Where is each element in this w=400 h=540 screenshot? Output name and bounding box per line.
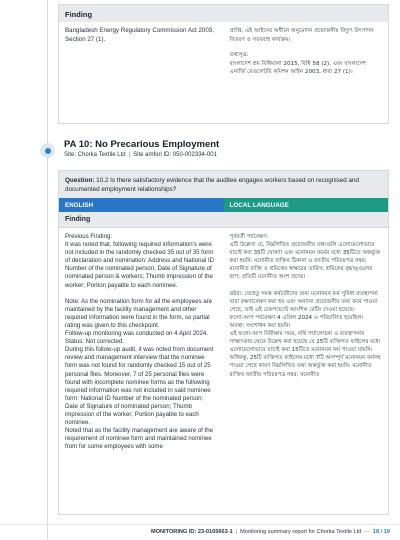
question-text: 10.2 Is there satisfactory evidence that the auditee engages workers based on recognised and documented employment relationships? (65, 177, 360, 193)
site-name: Site: Chorka Textile Ltd (64, 152, 126, 158)
pa10-question-card (58, 170, 389, 515)
finding-english-paragraph: Bangladesh Energy Regulatory Commission Act 2003, Section 27 (1). (65, 27, 214, 43)
page-footer (151, 529, 390, 535)
finding-row (59, 22, 388, 89)
pa-title: PA 10: No Precarious Employment (64, 139, 220, 150)
footer-divider (0, 524, 400, 525)
local-language-column-header: LOCAL LANGUAGE (224, 198, 389, 212)
timeline-dot-icon (40, 143, 55, 158)
footer-page-number: 18 / 19 (372, 529, 390, 535)
local-finding-paragraph: পূর্ববর্তী পর্যবেক্ষণ: এটি উল্লেখ্য যে, নিম্নলিখিত প্রয়োজনীয় তথ্যগুলি এলোমেলোভাবে যাচাই করা 35টি ঘোষণা এবং মনোনয়ন ফর্মের মধ্যে 35টিতে অন্তর্ভুক্ত করা হয়নি: মনোনীত ব্যক্তির ঠিকানা ও জাতীয় পরিচয়পত্র নম্বর; মনোনীত ব্যক্তি ও শ্রমিকের স্বাক্ষরের তারিখ; শ্রমিকের বৃদ্ধাঙ্গুলের ছাপ; প্রতিটি মনোনীত অংশ প্রদেয়। (229, 234, 381, 281)
english-finding-paragraph: Note: As the nomination form for all the employees are maintained by the facility management and other required information were found in the form, so partial rating was given to this checkpoint. Follow-up monitoring was conducted on 4 April 2024. Status: Not corrected. During this follow-up audit, it was noted from document review and management interview that the nominee form was not found for randomly checked 15 out of 25 personal files. Moreover, 7 of 25 personal files were found with incomplete nominee forms as the following required information was not included in said nominee form: National ID Number of the nominated person; Date of Signature of nominated person; Thumb impression of the worker; Portion payable to each nominee. Noted that as the facility management are aware of the requirement of nominee form and maintained nominee from for some employees with some (65, 297, 214, 451)
language-header (59, 198, 388, 212)
site-separator: | (128, 152, 131, 158)
footer-monitoring-id: MONITORING ID: 23-0165663-1 (151, 529, 233, 535)
finding-local-paragraph: প্রাপ্তি, এই আইনের অধীনে অনুমোদন প্রয়োজনীয় বিদ্যুৎ উৎপাদন বিতরণ ও সরবরাহ কার্যক্রম। (229, 28, 374, 43)
site-amfori-id: Site amfori ID: 050-002334-001 (133, 152, 217, 158)
previous-finding-card (58, 4, 389, 124)
finding-body-row (59, 228, 388, 464)
english-finding-paragraph: Previous Finding: It was noted that, following required information's were not included in the randomly checked 35 out of 35 form of declaration and nomination: Address and National ID Number of the nominated person; Date of Signature of nominated person & workers; Thumb impression of the worker; Portion payable to each nominee. (65, 233, 215, 289)
footer-separator: | (235, 529, 238, 535)
local-finding-paragraph: দ্রষ্টব্য: যেহেতু সমস্ত কর্মচারীদের জন্য মনোনয়ন ফর্ম সুবিধা ব্যবস্থাপনা দ্বারা রক্ষণাবেক্ষণ করা হয় এবং অন্যান্য প্রয়োজনীয় তথ্য ফর্মে পাওয়া গেছে, তাই এই চেকপয়েন্টে আংশিক রেটিং দেওয়া হয়েছে। ফলো-আপ পর্যবেক্ষণ 4 এপ্রিল 2024 এ পরিচালিত হয়েছিল। অবস্থা: সংশোধন করা হয়নি। এই ফলো-আপ নিরীক্ষার সময়, নথি পর্যালোচনা ও ব্যবস্থাপনার সাক্ষাৎকার থেকে উল্লেখ করা হয়েছে যে 25টি ব্যক্তিগত ফাইলের মধ্যে এলোমেলোভাবে যাচাই করা 15টিতে মনোনয়ন ফর্ম পাওয়া যায়নি। অধিকন্তু, 25টি ব্যক্তিগত ফাইলের মধ্যে 7টি অসম্পূর্ণ মনোনয়ন ফর্মসহ পাওয়া গেছে কারণ নিম্নলিখিত তথ্য অন্তর্ভুক্ত করা হয়নি: মনোনীত ব্যক্তির জাতীয় পরিচয়পত্র নম্বর; মনোনীত (229, 290, 381, 378)
english-column-header: ENGLISH (59, 198, 224, 212)
question-label: Question: (65, 177, 95, 184)
finding-header: Finding (59, 5, 388, 22)
footer-report-title: Monitoring summary report for Chorka Textile Ltd (240, 529, 362, 535)
finding-local-paragraph: বাংলাদেশ শ্রম বিধিমালা 2015, বিধি 58 (2), এবং বাংলাদেশ এনার্জি রেগুলেটরি কমিশন আইন 2003, ধারা 27 (1)। (229, 60, 366, 76)
footer-dash: — (364, 529, 370, 535)
local-finding-text (224, 228, 389, 464)
finding-local-paragraph: তথ্যসূত্র: (229, 52, 249, 59)
finding-english-text (59, 22, 224, 89)
timeline-line (47, 0, 48, 540)
pa-site-line (64, 152, 217, 158)
finding-subheader: Finding (59, 212, 388, 228)
question-box (59, 171, 388, 198)
finding-local-text (224, 22, 389, 89)
english-finding-text (59, 228, 224, 464)
